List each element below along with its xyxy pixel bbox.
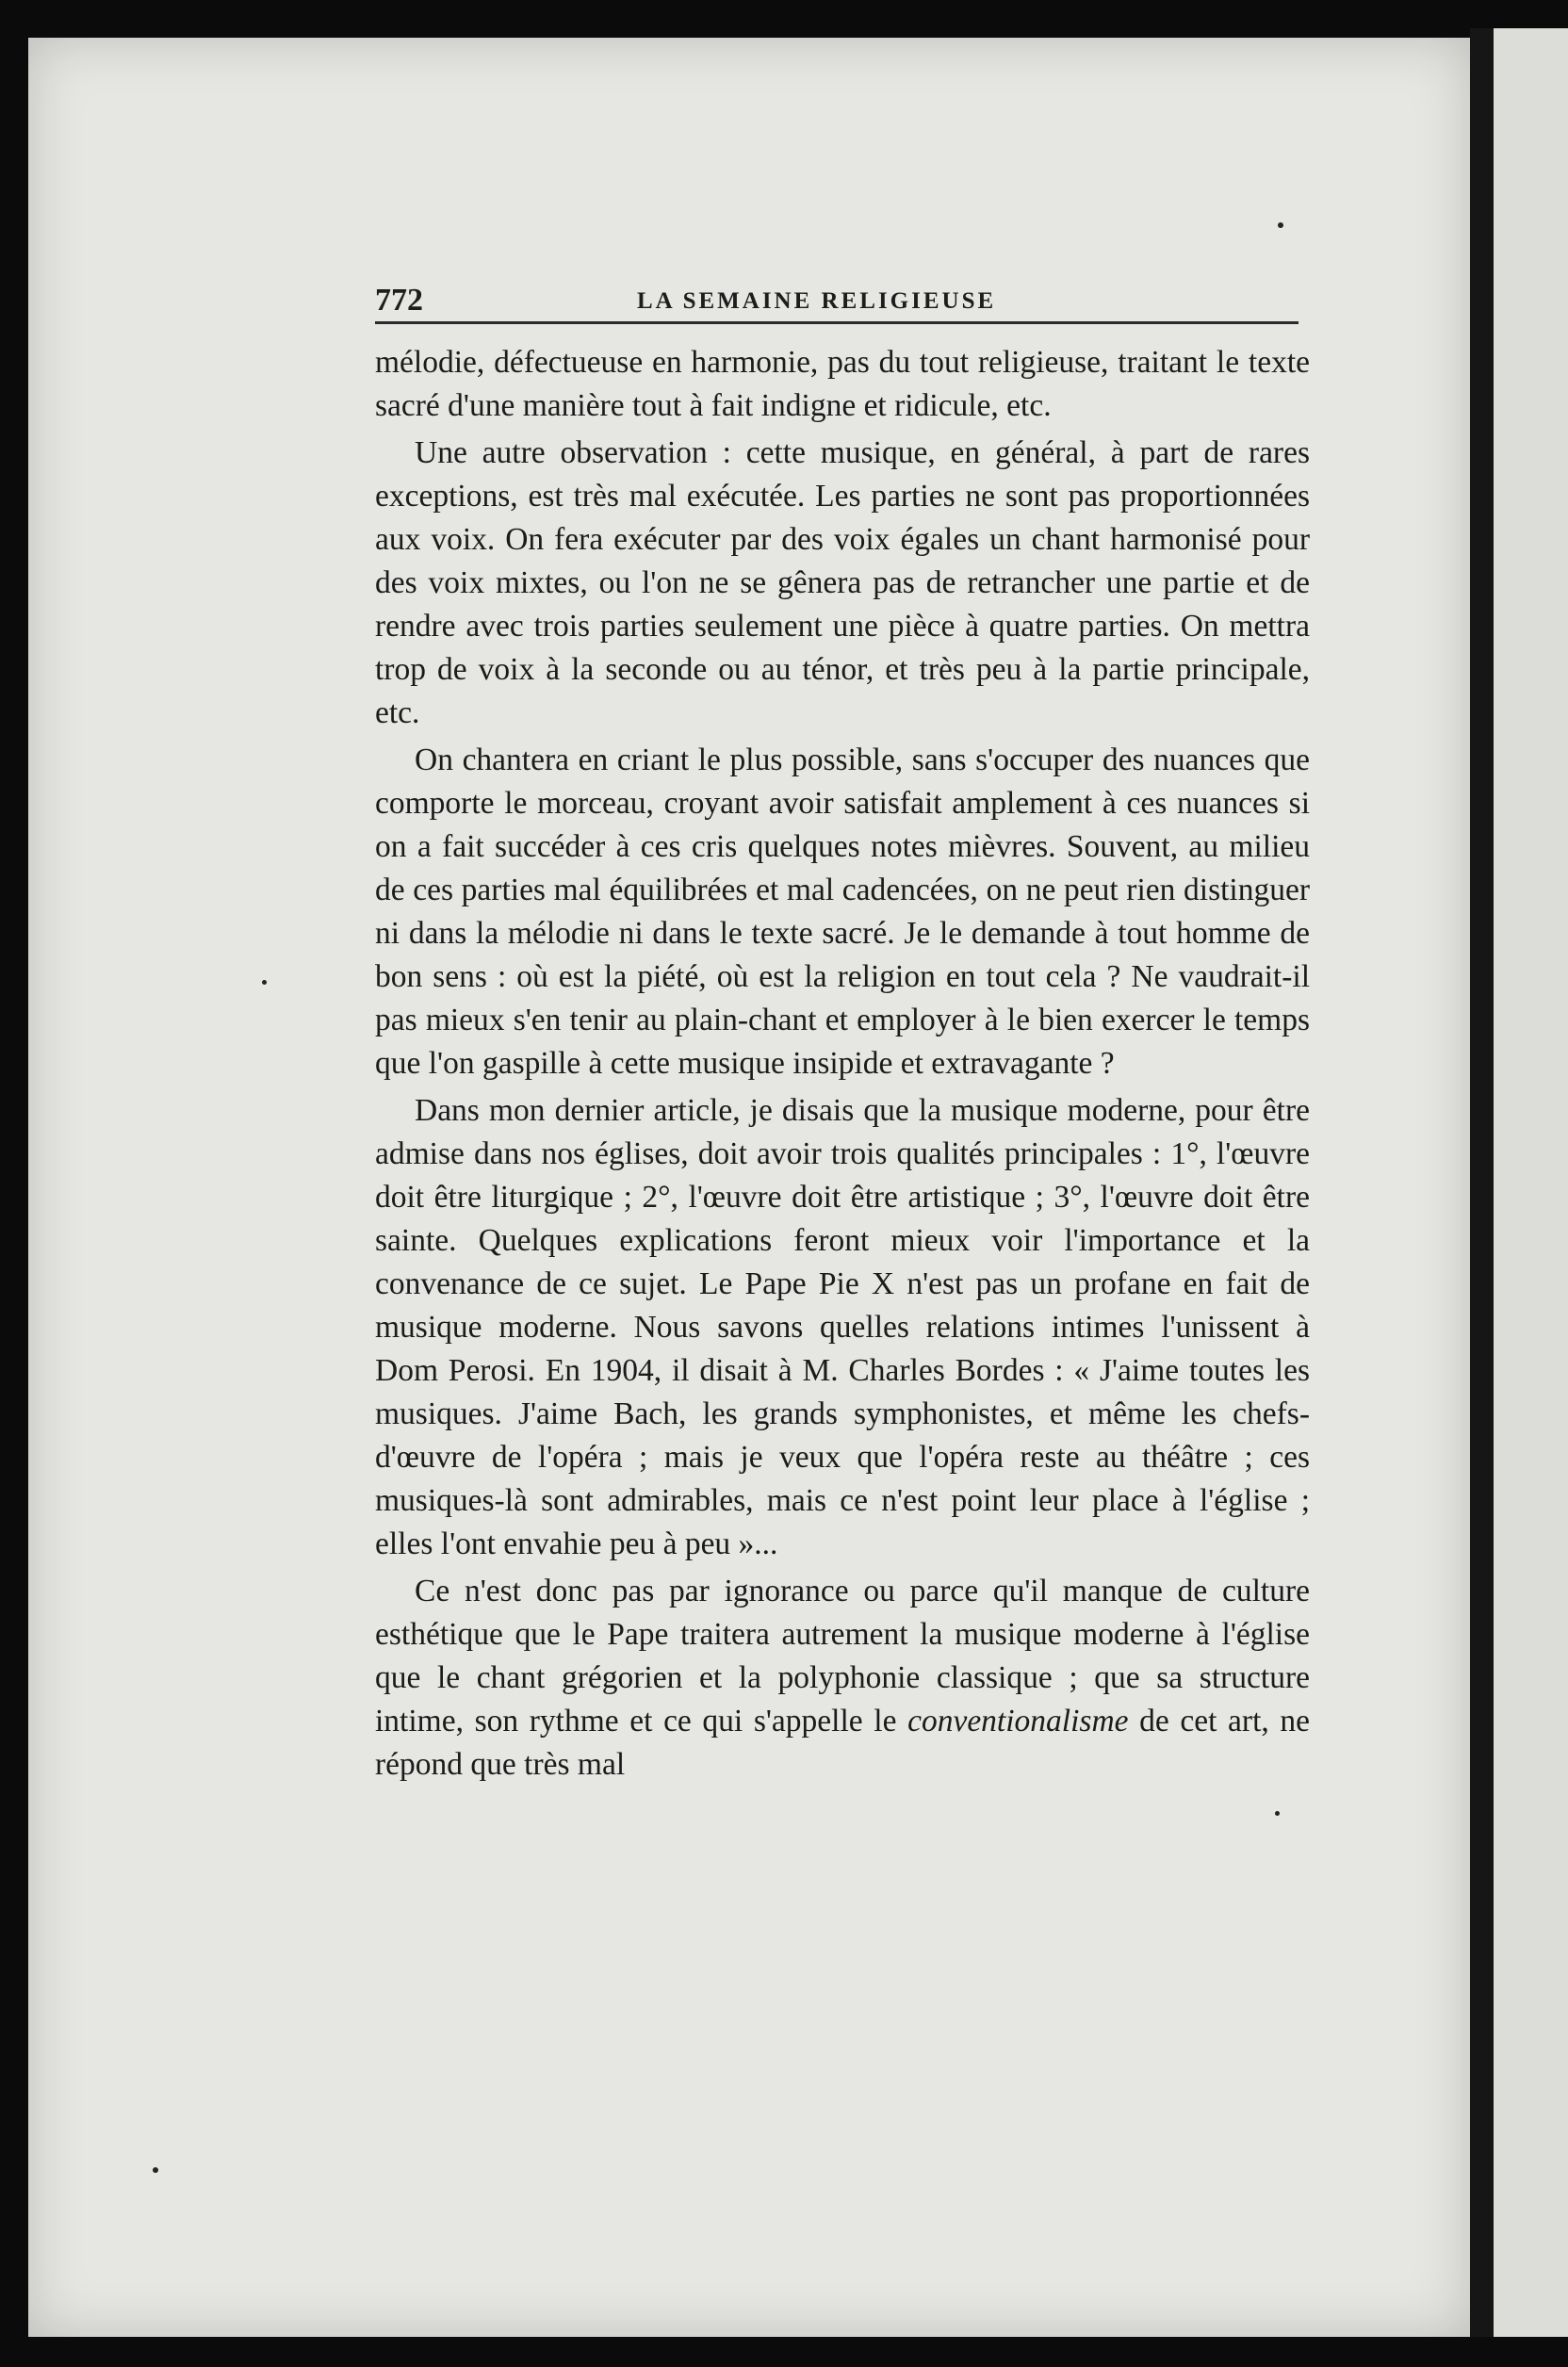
body-text bbox=[375, 341, 1310, 1787]
header-rule bbox=[375, 321, 1298, 324]
page-gutter-shadow bbox=[1470, 28, 1494, 2337]
paragraph: On chantera en criant le plus possible, sans s'occuper des nuances que comporte le morceau, croyant avoir satisfait amplement à ces nuances si on a fait succéder à ces cris quelques notes mièvres. Souvent, au milieu de ces parties mal équilibrées et mal cadencées, on ne peut rien distinguer ni dans la mélodie ni dans le texte sacré. Je le demande à tout homme de bon sens : où est la piété, où est la religion en tout cela ? Ne vaudrait-il pas mieux s'en tenir au plain-chant et employer à le bien exercer le temps que l'on gaspille à cette musique insipide et extravagante ? bbox=[375, 743, 1310, 1081]
paragraph: Une autre observation : cette musique, en général, à part de rares exceptions, est très mal exécutée. Les parties ne sont pas proportionnées aux voix. On fera exécuter par des voix égales un chant harmonisé pour des voix mixtes, ou l'on ne se gênera pas de retrancher une partie et de rendre avec trois parties seulement une pièce à quatre parties. On mettra trop de voix à la seconde ou au ténor, et très peu à la partie principale, etc. bbox=[375, 435, 1310, 730]
paragraph-final bbox=[375, 1570, 1310, 1787]
scan-speck bbox=[1278, 222, 1283, 228]
paragraph-text-before: Ce n'est donc pas par ignorance ou parce qu'il manque de culture esthétique que le Pape traitera autrement la musique moderne à l'église que le chant grégorien et la polyphonie classique ; que sa structure intime, son rythme et ce qui s'appelle le bbox=[375, 1574, 1310, 1739]
paragraph-continued: mélodie, défectueuse en harmonie, pas du tout religieuse, traitant le texte sacré d'une manière tout à fait indigne et ridicule, etc. bbox=[375, 345, 1310, 423]
scan-speck bbox=[153, 2167, 158, 2173]
scan-speck bbox=[1275, 1811, 1280, 1816]
page-number: 772 bbox=[375, 283, 423, 318]
adjacent-page-edge bbox=[1494, 28, 1568, 2337]
paragraph: Dans mon dernier article, je disais que la musique moderne, pour être admise dans nos églises, doit avoir trois qualités principales : 1°, l'œuvre doit être liturgique ; 2°, l'œuvre doit être artistique ; 3°, l'œuvre doit être sainte. Quelques explications feront mieux voir l'importance et la convenance de ce sujet. Le Pape Pie X n'est pas un profane en fait de musique moderne. Nous savons quelles relations intimes l'unissent à Dom Perosi. En 1904, il disait à M. Charles Bordes : « J'aime toutes les musiques. J'aime Bach, les grands symphonistes, et même les chefs-d'œuvre de l'opéra ; mais je veux que l'opéra reste au théâtre ; ces musiques-là sont admirables, mais ce n'est point leur place à l'église ; elles l'ont envahie peu à peu »... bbox=[375, 1093, 1310, 1561]
italic-term: conventionalisme bbox=[907, 1704, 1129, 1739]
paragraph-text-after: de cet art, ne répond que très mal bbox=[375, 1704, 1310, 1782]
running-title: LA SEMAINE RELIGIEUSE bbox=[637, 288, 997, 314]
scan-speck bbox=[262, 980, 267, 985]
